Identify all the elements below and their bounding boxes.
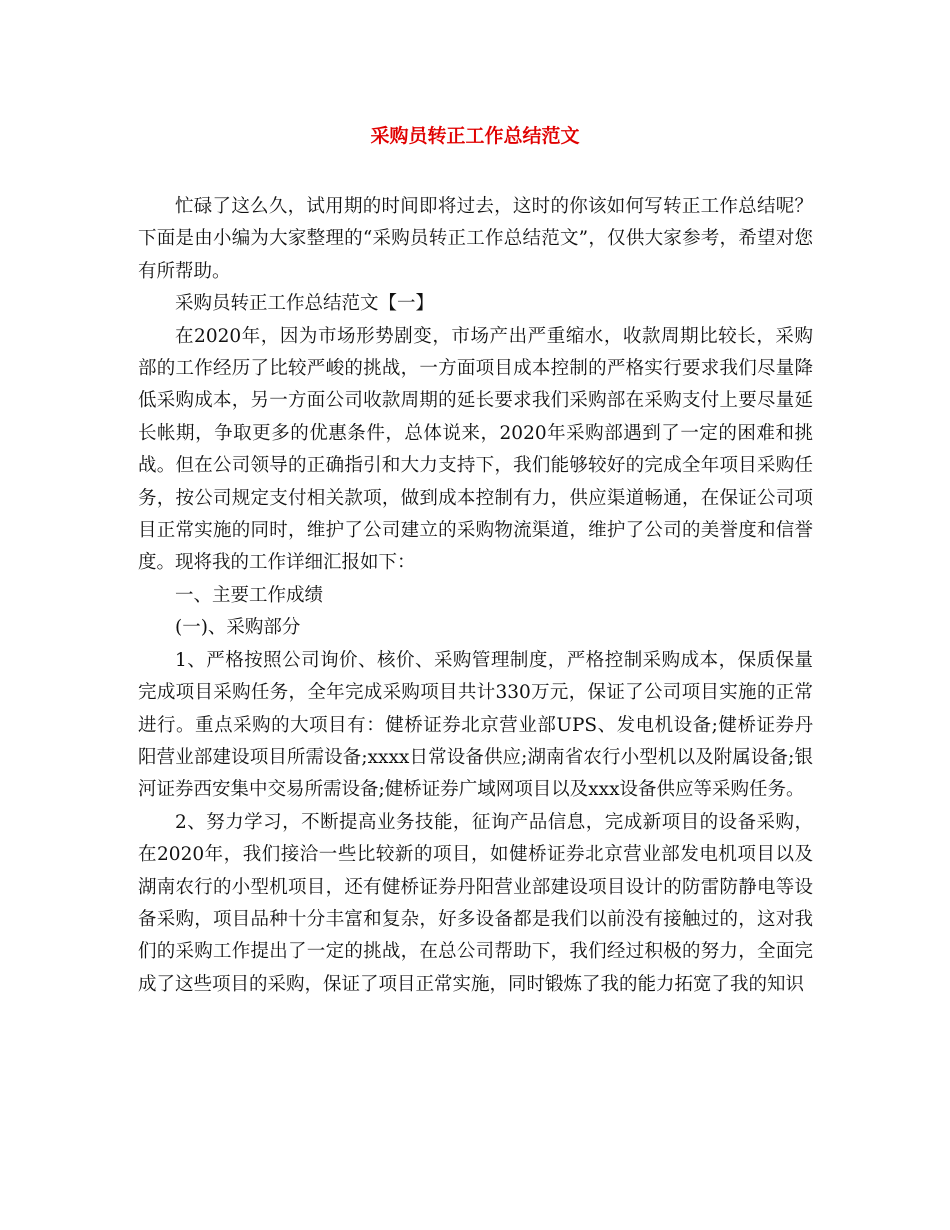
document-title: 采购员转正工作总结范文 [370, 125, 580, 147]
paragraph: 1、严格按照公司询价、核价、采购管理制度，严格控制采购成本，保质保量完成项目采购任务，全年完成采购项目共计330万元，保证了公司项目实施的正常进行。重点采购的大项目有：健桥证券北京营业部UPS、发电机设备;健桥证券丹阳营业部建设项目所需设备;xxxx日常设备供应;湖南省农行小型机以及附属设备;银河证券西安集中交易所需设备;健桥证券广域网项目以及xxx设备供应等采购任务。 [138, 649, 813, 801]
section-heading: 一、主要工作成绩 [175, 584, 324, 606]
subsection-heading: (一)、采购部分 [175, 617, 301, 639]
document-body [138, 191, 813, 1001]
paragraph: 忙碌了这么久，试用期的时间即将过去，这时的你该如何写转正工作总结呢？下面是由小编为大家整理的“采购员转正工作总结范文”，仅供大家参考，希望对您有所帮助。 [138, 196, 813, 282]
section-heading: 采购员转正工作总结范文【一】 [175, 293, 435, 315]
paragraph: 2、努力学习，不断提高业务技能，征询产品信息，完成新项目的设备采购，在2020年，我们接洽一些比较新的项目，如健桥证券北京营业部发电机项目以及湖南农行的小型机项目，还有健桥证券丹阳营业部建设项目设计的防雷防静电等设备采购，项目品种十分丰富和复杂，好多设备都是我们以前没有接触过的，这对我们的采购工作提出了一定的挑战，在总公司帮助下，我们经过积极的努力，全面完成了这些项目的采购，保证了项目正常实施，同时锻炼了我的能力拓宽了我的知识 [138, 811, 813, 995]
paragraph: 在2020年，因为市场形势剧变，市场产出严重缩水，收款周期比较长，采购部的工作经历了比较严峻的挑战，一方面项目成本控制的严格实行要求我们尽量降低采购成本，另一方面公司收款周期的延长要求我们采购部在采购支付上要尽量延长帐期，争取更多的优惠条件，总体说来，2020年采购部遇到了一定的困难和挑战。但在公司领导的正确指引和大力支持下，我们能够较好的完成全年项目采购任务，按公司规定支付相关款项，做到成本控制有力，供应渠道畅通，在保证公司项目正常实施的同时，维护了公司建立的采购物流渠道，维护了公司的美誉度和信誉度。现将我的工作详细汇报如下： [138, 325, 813, 574]
